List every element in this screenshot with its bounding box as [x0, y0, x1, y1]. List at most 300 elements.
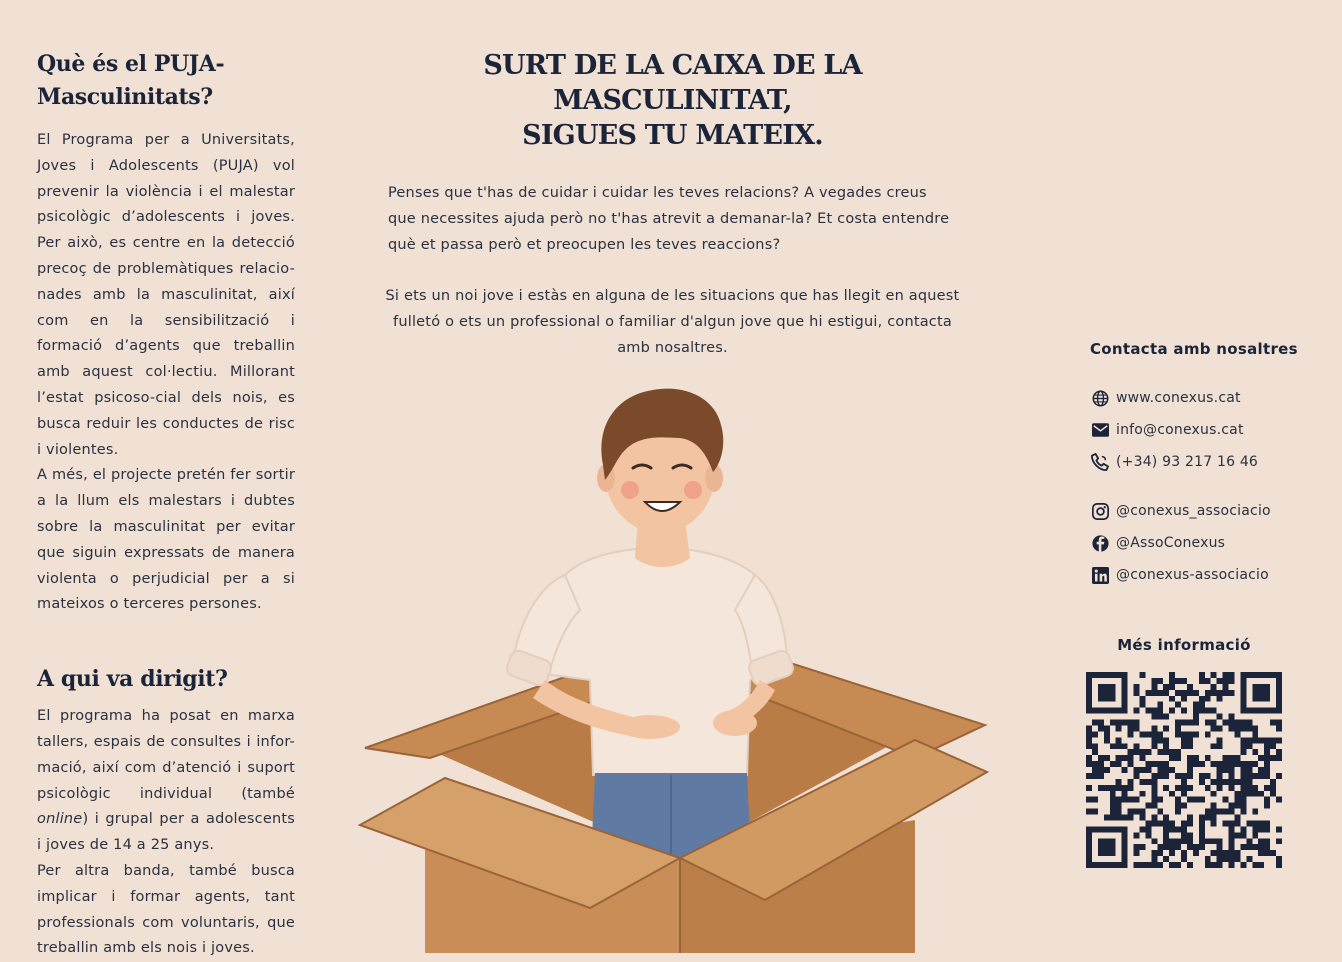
contact-phone[interactable] — [1090, 446, 1310, 478]
qr-module — [1116, 743, 1122, 749]
qr-module — [1169, 767, 1175, 773]
qr-module — [1169, 708, 1175, 714]
qr-module — [1175, 702, 1181, 708]
qr-module — [1234, 850, 1240, 856]
qr-module — [1217, 767, 1223, 773]
qr-module — [1252, 773, 1258, 779]
qr-module — [1229, 690, 1235, 696]
qr-module — [1258, 838, 1264, 844]
qr-module — [1217, 862, 1223, 868]
phone-icon — [1090, 452, 1110, 472]
qr-module — [1211, 725, 1217, 731]
qr-module — [1205, 678, 1211, 684]
qr-module — [1217, 838, 1223, 844]
qr-module — [1258, 791, 1264, 797]
qr-module — [1223, 761, 1229, 767]
qr-module — [1151, 690, 1157, 696]
qr-module — [1157, 850, 1163, 856]
contact-web[interactable] — [1090, 382, 1310, 414]
qr-module — [1229, 809, 1235, 815]
qr-module — [1145, 779, 1151, 785]
qr-module — [1175, 725, 1181, 731]
qr-module — [1217, 785, 1223, 791]
contact-linkedin[interactable] — [1090, 559, 1310, 591]
qr-module — [1157, 749, 1163, 755]
qr-module — [1122, 767, 1128, 773]
qr-module — [1169, 678, 1175, 684]
qr-module — [1122, 791, 1128, 797]
qr-module — [1270, 779, 1276, 785]
qr-module — [1181, 731, 1187, 737]
qr-module — [1276, 755, 1282, 761]
qr-module — [1187, 690, 1193, 696]
qr-module — [1163, 832, 1169, 838]
qr-module — [1246, 844, 1252, 850]
qr-module — [1175, 785, 1181, 791]
qr-module — [1223, 856, 1229, 862]
qr-module — [1205, 773, 1211, 779]
qr-module — [1181, 690, 1187, 696]
qr-module — [1110, 803, 1116, 809]
qr-module — [1264, 785, 1270, 791]
contact-facebook[interactable] — [1090, 527, 1310, 559]
qr-module — [1151, 791, 1157, 797]
section-heading-audience: A qui va dirigit? — [37, 666, 228, 693]
qr-module — [1240, 725, 1246, 731]
qr-module — [1258, 737, 1264, 743]
qr-module — [1163, 826, 1169, 832]
qr-module — [1092, 743, 1098, 749]
qr-module — [1205, 720, 1211, 726]
qr-module — [1139, 809, 1145, 815]
qr-module — [1229, 832, 1235, 838]
qr-module — [1252, 749, 1258, 755]
web-link[interactable]: www.conexus.cat — [1116, 390, 1241, 406]
qr-module — [1098, 773, 1104, 779]
qr-module — [1217, 737, 1223, 743]
qr-module — [1151, 714, 1157, 720]
qr-module — [1223, 684, 1229, 690]
qr-module — [1264, 749, 1270, 755]
qr-module — [1128, 725, 1134, 731]
qr-module — [1223, 690, 1229, 696]
qr-module — [1128, 749, 1134, 755]
qr-module — [1252, 785, 1258, 791]
facebook-icon — [1090, 533, 1110, 553]
qr-module — [1175, 826, 1181, 832]
qr-module — [1151, 725, 1157, 731]
qr-module — [1246, 737, 1252, 743]
qr-module — [1193, 702, 1199, 708]
qr-module — [1187, 820, 1193, 826]
qr-module — [1211, 838, 1217, 844]
qr-module — [1193, 844, 1199, 850]
qr-module — [1139, 779, 1145, 785]
qr-module — [1240, 785, 1246, 791]
qr-module — [1223, 755, 1229, 761]
qr-module — [1139, 702, 1145, 708]
qr-module — [1211, 779, 1217, 785]
phone-number[interactable]: (+34) 93 217 16 46 — [1116, 454, 1259, 470]
qr-module — [1157, 809, 1163, 815]
qr-module — [1157, 678, 1163, 684]
qr-module — [1163, 785, 1169, 791]
qr-module — [1139, 749, 1145, 755]
qr-module — [1169, 791, 1175, 797]
qr-module — [1122, 743, 1128, 749]
qr-module — [1145, 749, 1151, 755]
qr-module — [1234, 856, 1240, 862]
qr-module — [1175, 797, 1181, 803]
qr-module — [1169, 755, 1175, 761]
qr-module — [1240, 791, 1246, 797]
qr-module — [1234, 731, 1240, 737]
qr-module — [1229, 720, 1235, 726]
qr-module — [1193, 755, 1199, 761]
qr-module — [1205, 690, 1211, 696]
qr-module — [1211, 672, 1217, 678]
qr-module — [1264, 737, 1270, 743]
qr-module — [1092, 797, 1098, 803]
qr-module — [1116, 797, 1122, 803]
qr-module — [1211, 743, 1217, 749]
qr-module — [1104, 725, 1110, 731]
qr-module — [1151, 731, 1157, 737]
qr-module — [1116, 809, 1122, 815]
qr-module — [1187, 844, 1193, 850]
qr-module — [1175, 862, 1181, 868]
contact-panel — [1090, 340, 1310, 591]
qr-module — [1223, 820, 1229, 826]
qr-module — [1134, 862, 1140, 868]
qr-module — [1163, 856, 1169, 862]
paragraph-audience-more: Per altra banda, també busca implicar i formar agents, tant professionals com voluntaris, que treballin amb els nois i joves. — [37, 862, 295, 957]
qr-module — [1122, 815, 1128, 821]
qr-module — [1122, 720, 1128, 726]
qr-module — [1169, 844, 1175, 850]
qr-module — [1205, 838, 1211, 844]
qr-module — [1187, 731, 1193, 737]
qr-module — [1258, 826, 1264, 832]
qr-module — [1175, 803, 1181, 809]
qr-module — [1116, 803, 1122, 809]
contact-email[interactable] — [1090, 414, 1310, 446]
qr-module — [1169, 749, 1175, 755]
qr-module — [1139, 731, 1145, 737]
qr-module — [1229, 779, 1235, 785]
qr-module — [1252, 844, 1258, 850]
qr-module — [1246, 791, 1252, 797]
qr-module — [1187, 815, 1193, 821]
qr-module — [1151, 856, 1157, 862]
qr-module — [1205, 815, 1211, 821]
qr-module — [1139, 844, 1145, 850]
qr-module — [1229, 725, 1235, 731]
qr-module — [1193, 761, 1199, 767]
qr-module — [1175, 731, 1181, 737]
qr-module — [1086, 809, 1092, 815]
qr-module — [1151, 820, 1157, 826]
qr-module — [1211, 684, 1217, 690]
email-link[interactable]: info@conexus.cat — [1116, 422, 1244, 438]
qr-module — [1199, 773, 1205, 779]
contact-instagram[interactable] — [1090, 495, 1310, 527]
qr-module — [1163, 773, 1169, 779]
qr-module — [1157, 761, 1163, 767]
qr-module — [1169, 672, 1175, 678]
qr-module — [1163, 690, 1169, 696]
qr-module — [1217, 856, 1223, 862]
qr-module — [1151, 708, 1157, 714]
qr-module — [1187, 737, 1193, 743]
qr-module — [1175, 809, 1181, 815]
qr-module — [1240, 844, 1246, 850]
qr-module — [1104, 731, 1110, 737]
qr-module — [1240, 761, 1246, 767]
qr-module — [1193, 708, 1199, 714]
qr-module — [1229, 714, 1235, 720]
instagram-handle[interactable]: @conexus_associacio — [1116, 503, 1271, 519]
qr-module — [1223, 797, 1229, 803]
qr-module — [1264, 767, 1270, 773]
qr-module — [1193, 850, 1199, 856]
qr-module — [1181, 773, 1187, 779]
qr-module — [1128, 785, 1134, 791]
qr-module — [1163, 838, 1169, 844]
qr-module — [1229, 761, 1235, 767]
qr-module — [1252, 809, 1258, 815]
qr-module — [1217, 714, 1223, 720]
qr-module — [1175, 838, 1181, 844]
qr-module — [1163, 844, 1169, 850]
qr-module — [1086, 737, 1092, 743]
qr-module — [1234, 720, 1240, 726]
qr-module — [1092, 761, 1098, 767]
qr-module — [1157, 737, 1163, 743]
qr-module — [1145, 832, 1151, 838]
qr-module — [1211, 815, 1217, 821]
qr-module — [1110, 809, 1116, 815]
qr-module — [1116, 779, 1122, 785]
qr-module — [1240, 737, 1246, 743]
qr-module — [1270, 785, 1276, 791]
qr-module — [1229, 672, 1235, 678]
qr-module — [1145, 767, 1151, 773]
qr-module — [1217, 725, 1223, 731]
qr-module — [1264, 803, 1270, 809]
qr-module — [1276, 749, 1282, 755]
qr-module — [1205, 731, 1211, 737]
qr-module — [1229, 826, 1235, 832]
main-title — [370, 48, 975, 153]
qr-module — [1252, 820, 1258, 826]
qr-module — [1229, 767, 1235, 773]
contact-invitation: Si ets un noi jove i estàs en alguna de les situacions que has llegit en aquest fulletó o ets un professional o familiar d'algun jove que hi estigui, contacta amb nosaltres. — [385, 288, 960, 356]
qr-module — [1151, 838, 1157, 844]
qr-module — [1145, 803, 1151, 809]
qr-module — [1134, 773, 1140, 779]
qr-module — [1128, 761, 1134, 767]
qr-module — [1240, 743, 1246, 749]
qr-module — [1157, 708, 1163, 714]
qr-module — [1211, 720, 1217, 726]
qr-module — [1116, 720, 1122, 726]
qr-module — [1240, 773, 1246, 779]
qr-module — [1163, 815, 1169, 821]
qr-module — [1187, 785, 1193, 791]
qr-module — [1086, 731, 1092, 737]
center-column — [370, 48, 975, 362]
qr-module — [1169, 850, 1175, 856]
section-heading-what-is: Què és el PUJA-Masculinitats? — [37, 51, 225, 110]
qr-module — [1139, 755, 1145, 761]
qr-module — [1151, 684, 1157, 690]
qr-module — [1258, 773, 1264, 779]
qr-module — [1199, 838, 1205, 844]
qr-module — [1234, 725, 1240, 731]
qr-module — [1163, 749, 1169, 755]
qr-module — [1151, 761, 1157, 767]
qr-module — [1128, 815, 1134, 821]
qr-module — [1205, 809, 1211, 815]
qr-module — [1086, 755, 1092, 761]
qr-module — [1092, 767, 1098, 773]
qr-module — [1270, 755, 1276, 761]
qr-module — [1246, 820, 1252, 826]
globe-icon — [1090, 388, 1110, 408]
qr-module — [1199, 708, 1205, 714]
qr-module — [1169, 826, 1175, 832]
qr-module — [1181, 838, 1187, 844]
qr-module — [1240, 826, 1246, 832]
qr-module — [1086, 725, 1092, 731]
qr-module — [1134, 749, 1140, 755]
paragraph-what-is: El Programa per a Universitats, Joves i Adolescents (PUJA) vol prevenir la violència i el malestar psicològic d’adolescents i joves. Per això, es centre en la detecció precoç de problemàtiques relacio-nades amb la masculinitat, així com en la sensibilització i formació d’agents que treballin amb aquest col·lectiu. Millorant l’estat psicoso-cial dels nois, es busca reduir les conductes de risc i violentes. — [37, 132, 295, 458]
qr-module — [1175, 720, 1181, 726]
qr-module — [1193, 714, 1199, 720]
qr-module — [1175, 749, 1181, 755]
qr-module — [1223, 767, 1229, 773]
facebook-handle[interactable]: @AssoConexus — [1116, 535, 1226, 551]
qr-module — [1104, 785, 1110, 791]
qr-module — [1145, 761, 1151, 767]
qr-module — [1229, 820, 1235, 826]
qr-module — [1139, 815, 1145, 821]
qr-module — [1187, 767, 1193, 773]
qr-module — [1187, 773, 1193, 779]
qr-module — [1258, 844, 1264, 850]
qr-module — [1211, 803, 1217, 809]
qr-module — [1211, 690, 1217, 696]
qr-module — [1205, 696, 1211, 702]
qr-module — [1187, 761, 1193, 767]
qr-module — [1211, 820, 1217, 826]
qr-module — [1270, 743, 1276, 749]
qr-module — [1270, 737, 1276, 743]
qr-finder-inner — [1098, 684, 1116, 702]
qr-module — [1240, 809, 1246, 815]
qr-module — [1151, 737, 1157, 743]
qr-module — [1104, 815, 1110, 821]
qr-module — [1193, 690, 1199, 696]
qr-module — [1205, 755, 1211, 761]
qr-code[interactable] — [1086, 672, 1282, 868]
qr-module — [1151, 773, 1157, 779]
qr-module — [1258, 850, 1264, 856]
qr-module — [1234, 755, 1240, 761]
qr-module — [1211, 850, 1217, 856]
qr-module — [1110, 797, 1116, 803]
qr-module — [1139, 696, 1145, 702]
qr-module — [1276, 797, 1282, 803]
qr-module — [1234, 803, 1240, 809]
qr-module — [1134, 797, 1140, 803]
right-cheek — [684, 481, 702, 499]
qr-module — [1211, 862, 1217, 868]
qr-module — [1276, 862, 1282, 868]
qr-module — [1240, 862, 1246, 868]
qr-module — [1175, 690, 1181, 696]
qr-module — [1223, 779, 1229, 785]
qr-module — [1211, 809, 1217, 815]
qr-finder-inner — [1252, 684, 1270, 702]
paragraph-audience-text-b: ) i grupal per a adolescents i joves de 14 a 25 anys. — [37, 811, 295, 854]
qr-module — [1163, 820, 1169, 826]
qr-module — [1163, 737, 1169, 743]
qr-module — [1258, 862, 1264, 868]
qr-module — [1122, 785, 1128, 791]
qr-module — [1276, 856, 1282, 862]
linkedin-handle[interactable]: @conexus-associacio — [1116, 567, 1269, 583]
qr-module — [1134, 708, 1140, 714]
paragraph-audience-online: online — [37, 811, 83, 828]
qr-module — [1134, 684, 1140, 690]
qr-module — [1199, 702, 1205, 708]
qr-module — [1181, 826, 1187, 832]
qr-module — [1181, 785, 1187, 791]
qr-module — [1246, 725, 1252, 731]
qr-module — [1116, 761, 1122, 767]
qr-module — [1134, 743, 1140, 749]
envelope-icon — [1090, 420, 1110, 440]
qr-module — [1110, 743, 1116, 749]
qr-module — [1134, 725, 1140, 731]
qr-module — [1163, 743, 1169, 749]
qr-module — [1181, 708, 1187, 714]
qr-module — [1098, 720, 1104, 726]
qr-module — [1181, 850, 1187, 856]
qr-module — [1229, 755, 1235, 761]
qr-module — [1234, 797, 1240, 803]
qr-module — [1246, 767, 1252, 773]
qr-module — [1092, 731, 1098, 737]
qr-module — [1139, 791, 1145, 797]
qr-module — [1104, 737, 1110, 743]
qr-module — [1145, 731, 1151, 737]
qr-module — [1252, 761, 1258, 767]
more-info-label: Més informació — [1117, 636, 1251, 654]
qr-module — [1240, 779, 1246, 785]
qr-module — [1187, 862, 1193, 868]
qr-module — [1139, 826, 1145, 832]
qr-module — [1157, 820, 1163, 826]
qr-module — [1139, 862, 1145, 868]
qr-module — [1181, 720, 1187, 726]
qr-module — [1169, 696, 1175, 702]
qr-module — [1264, 850, 1270, 856]
qr-module — [1258, 755, 1264, 761]
qr-module — [1252, 731, 1258, 737]
